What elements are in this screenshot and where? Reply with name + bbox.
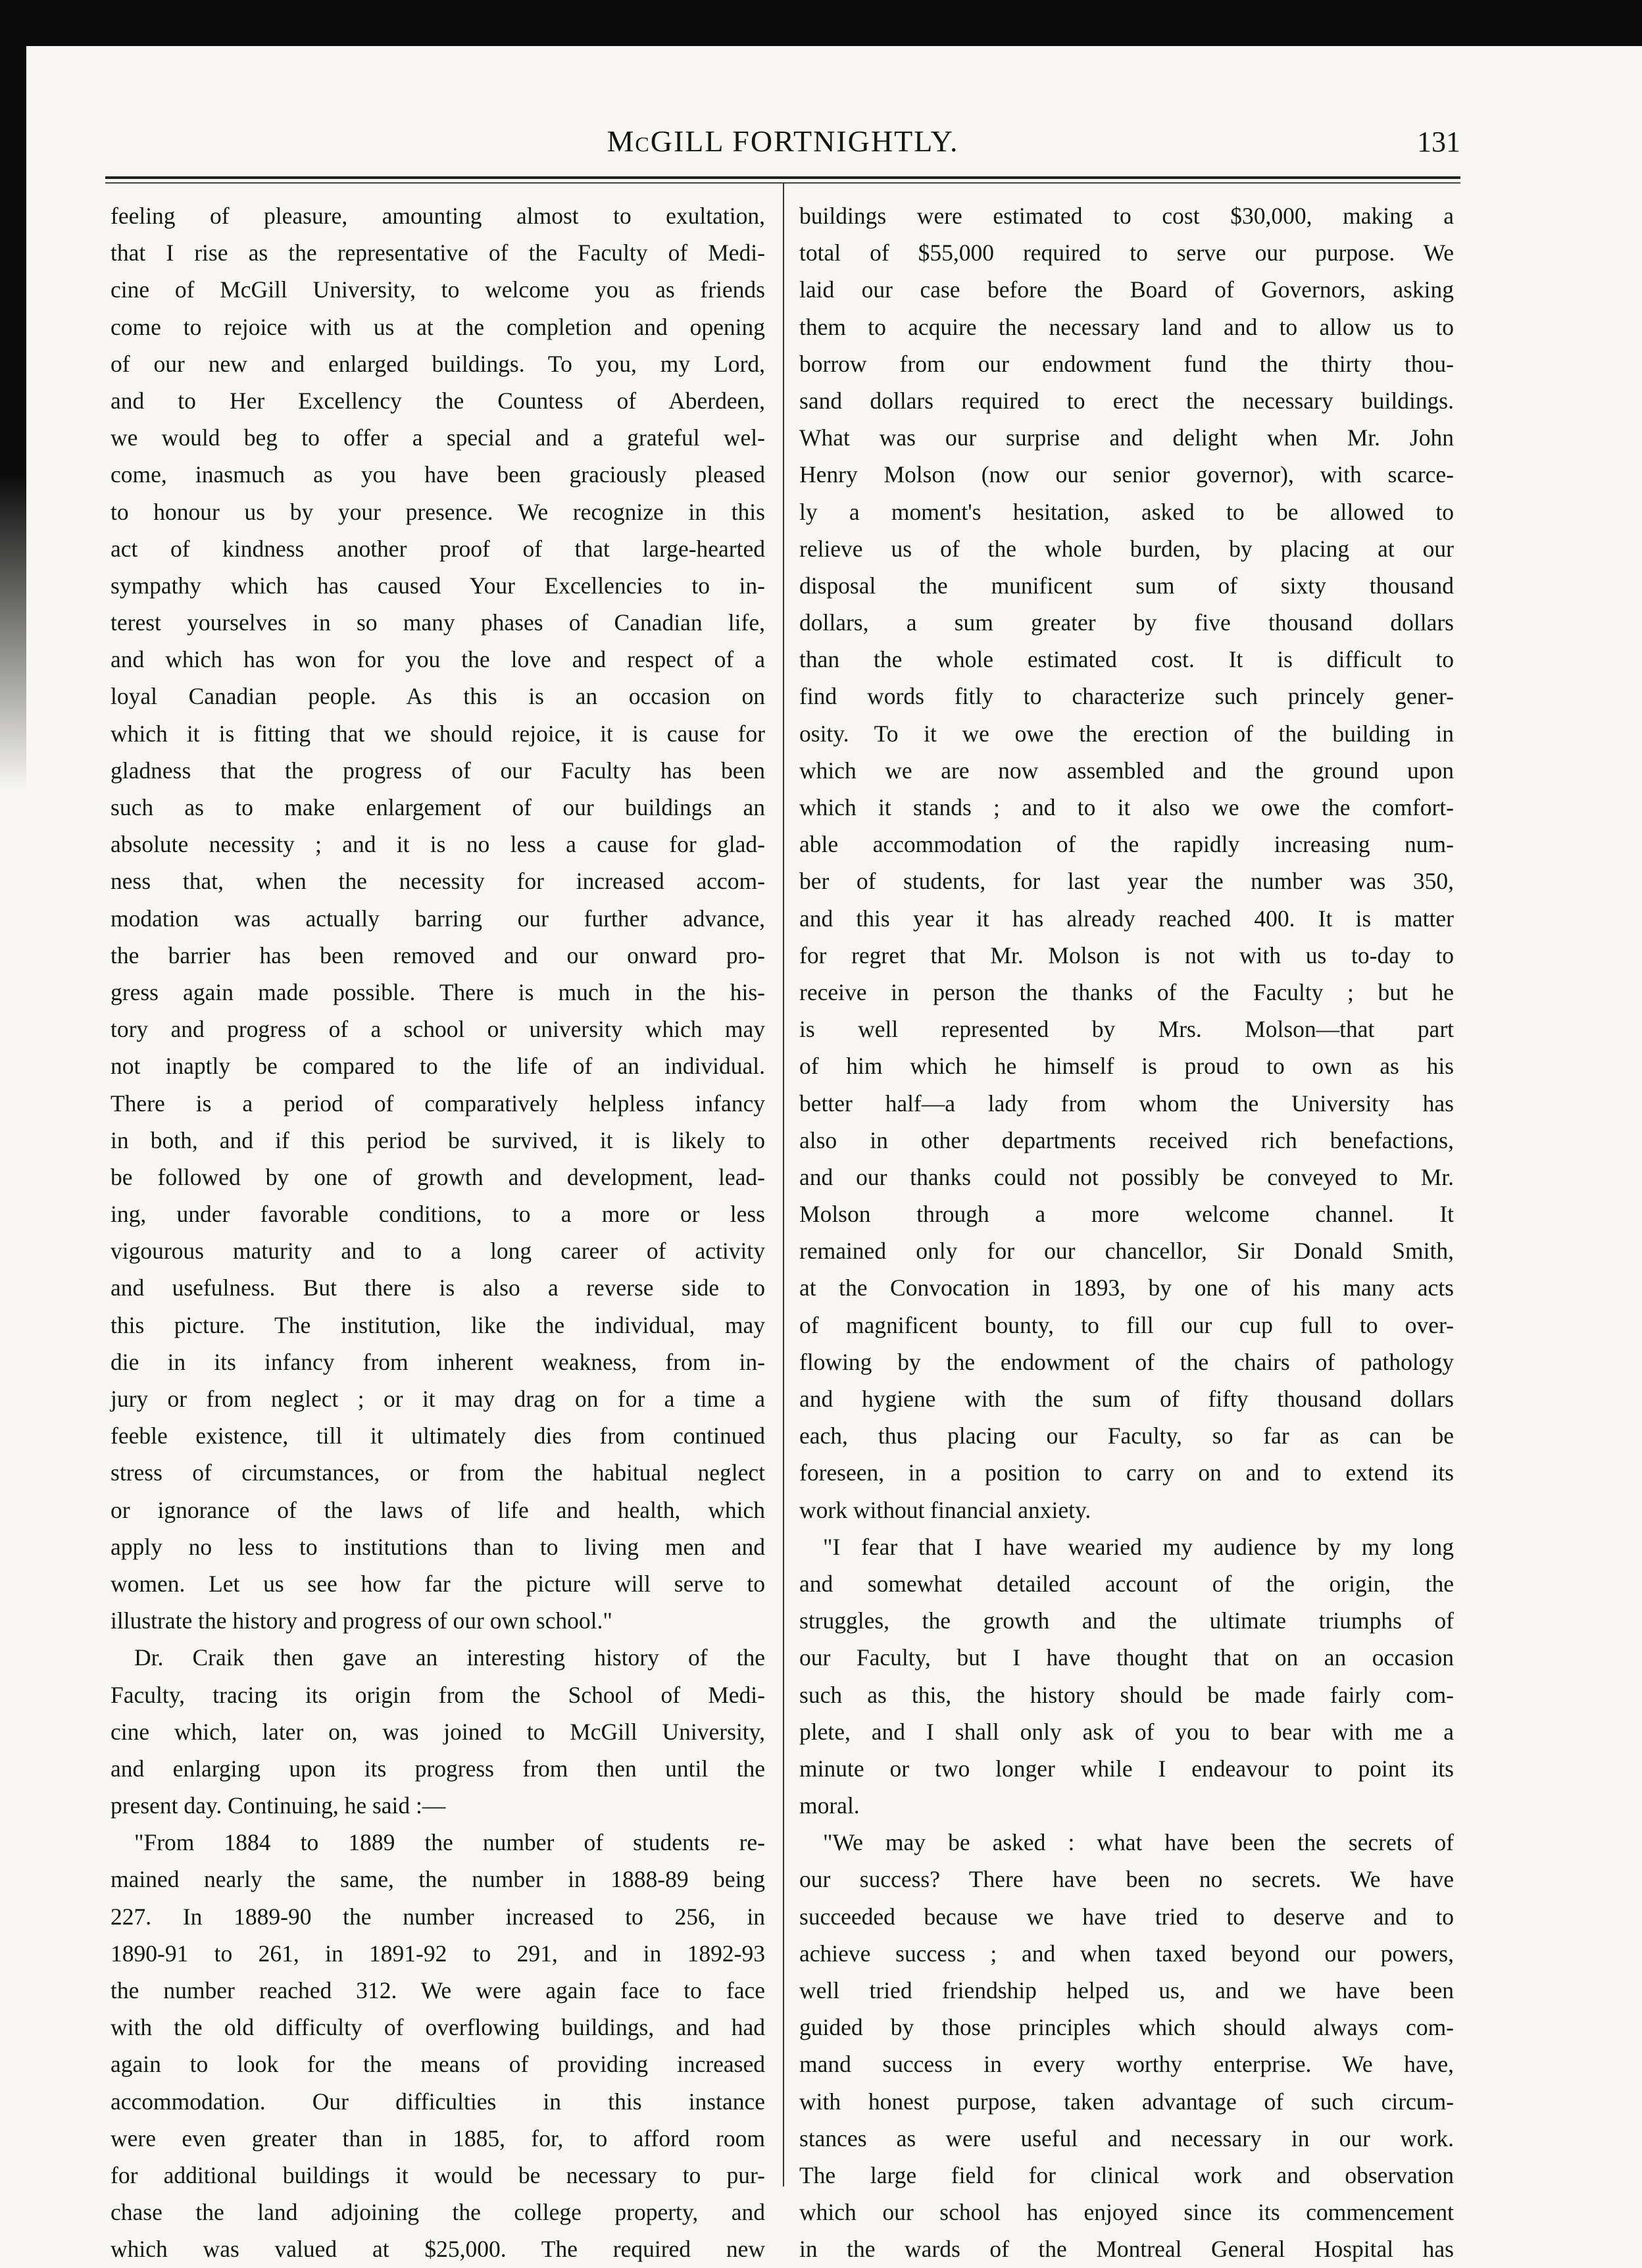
text-line: minute or two longer while I endeavour to point its (799, 1755, 1454, 1782)
text-line: plete, and I shall only ask of you to bear with me a (799, 1718, 1454, 1745)
text-line: which our school has enjoyed since its commencement (799, 2199, 1454, 2226)
text-line: which it is fitting that we should rejoice, it is cause for (111, 720, 765, 747)
text-line: relieve us of the whole burden, by placing at our (799, 535, 1454, 562)
text-line: die in its infancy from inherent weakness, from in- (111, 1348, 765, 1375)
text-line: present day. Continuing, he said :— (111, 1792, 446, 1819)
text-line: buildings were estimated to cost $30,000, making a (799, 203, 1454, 229)
text-line: be followed by one of growth and development, lead- (111, 1163, 765, 1190)
text-line: them to acquire the necessary land and to allow us to (799, 313, 1454, 340)
text-line: tory and progress of a school or university which may (111, 1016, 765, 1043)
text-line: mained nearly the same, the number in 1888-89 being (111, 1866, 765, 1893)
text-line: ly a moment's hesitation, asked to be allowed to (799, 498, 1454, 525)
text-line: Molson through a more welcome channel. It (799, 1201, 1454, 1228)
text-line: moral. (799, 1792, 860, 1819)
left-column (111, 197, 765, 2268)
text-line: our success? There have been no secrets. We have (799, 1866, 1454, 1893)
text-line: ber of students, for last year the number was 350, (799, 868, 1454, 895)
text-line: "We may be asked : what have been the secrets of (823, 1829, 1454, 1856)
column-divider (783, 183, 784, 2186)
text-line: guided by those principles which should always com- (799, 2014, 1454, 2041)
text-line: act of kindness another proof of that large-hearted (111, 535, 765, 562)
text-line: cine which, later on, was joined to McGill University, (111, 1718, 765, 1745)
text-line: such as this, the history should be made fairly com- (799, 1681, 1454, 1708)
text-line: The large field for clinical work and observation (799, 2161, 1454, 2188)
text-line: jury or from neglect ; or it may drag on for a time a (111, 1386, 765, 1412)
text-line: sympathy which has caused Your Excellencies to in- (111, 572, 765, 599)
text-line: and our thanks could not possibly be conveyed to Mr. (799, 1163, 1454, 1190)
text-line: borrow from our endowment fund the thirty thou- (799, 350, 1454, 377)
text-line: such as to make enlargement of our buildings an (111, 794, 765, 820)
header-rule (105, 176, 1460, 179)
text-line: remained only for our chancellor, Sir Donald Smith, (799, 1238, 1454, 1265)
scan-edge-left (0, 0, 26, 790)
journal-title: McGILL FORTNIGHTLY. (607, 124, 959, 158)
text-line: for regret that Mr. Molson is not with us to-day to (799, 942, 1454, 969)
text-line: Dr. Craik then gave an interesting history of the (134, 1644, 765, 1671)
scan-edge-top (0, 0, 1642, 46)
text-line: modation was actually barring our further advance, (111, 905, 765, 932)
text-line: in the wards of the Montreal General Hospital has (799, 2236, 1454, 2263)
text-line: foreseen, in a position to carry on and to extend its (799, 1459, 1454, 1486)
text-line: mand success in every worthy enterprise. We have, (799, 2051, 1454, 2078)
text-line: cine of McGill University, to welcome you as friends (111, 276, 765, 303)
text-line: flowing by the endowment of the chairs of pathology (799, 1348, 1454, 1375)
text-line: absolute necessity ; and it is no less a cause for glad- (111, 831, 765, 858)
text-line: "From 1884 to 1889 the number of students re- (134, 1829, 765, 1856)
text-line: in both, and if this period be survived, it is likely to (111, 1126, 765, 1153)
text-line: that I rise as the representative of the Faculty of Medi- (111, 239, 765, 266)
right-column (799, 197, 1454, 2268)
text-line: and enlarging upon its progress from then until the (111, 1755, 765, 1782)
text-line: and hygiene with the sum of fifty thousand dollars (799, 1386, 1454, 1412)
text-line: each, thus placing our Faculty, so far as can be (799, 1423, 1454, 1449)
text-line: total of $55,000 required to serve our purpose. We (799, 239, 1454, 266)
text-line: illustrate the history and progress of our own school." (111, 1607, 612, 1634)
text-line: to honour us by your presence. We recognize in this (111, 498, 765, 525)
text-line: of magnificent bounty, to fill our cup full to over- (799, 1311, 1454, 1338)
text-line: terest yourselves in so many phases of Canadian life, (111, 609, 765, 636)
page-number: 131 (1417, 126, 1460, 158)
text-line: feeble existence, till it ultimately dies from continued (111, 1423, 765, 1449)
text-line: stances as were useful and necessary in our work. (799, 2125, 1454, 2152)
text-line: than the whole estimated cost. It is difficult to (799, 646, 1454, 673)
text-line: osity. To it we owe the erection of the building in (799, 720, 1454, 747)
text-line: Faculty, tracing its origin from the School of Medi- (111, 1681, 765, 1708)
text-line: 1890-91 to 261, in 1891-92 to 291, and in 1892-93 (111, 1940, 765, 1967)
text-line: apply no less to institutions than to living men and (111, 1533, 765, 1560)
text-line: "I fear that I have wearied my audience by my long (823, 1533, 1454, 1560)
text-line: with honest purpose, taken advantage of such circum- (799, 2088, 1454, 2115)
text-line: feeling of pleasure, amounting almost to exultation, (111, 203, 765, 229)
text-line: which was valued at $25,000. The required new (111, 2236, 765, 2263)
text-line: were even greater than in 1885, for, to afford room (111, 2125, 765, 2152)
text-line: loyal Canadian people. As this is an occasion on (111, 683, 765, 710)
text-line: not inaptly be compared to the life of an individual. (111, 1053, 765, 1080)
text-line: again to look for the means of providing increased (111, 2051, 765, 2078)
text-line: and this year it has already reached 400. It is matter (799, 905, 1454, 932)
text-line: come, inasmuch as you have been graciously pleased (111, 461, 765, 488)
text-line: receive in person the thanks of the Faculty ; but he (799, 978, 1454, 1005)
text-line: gladness that the progress of our Faculty has been (111, 757, 765, 784)
text-line: 227. In 1889-90 the number increased to 256, in (111, 1903, 765, 1930)
text-line: of him which he himself is proud to own as his (799, 1053, 1454, 1080)
text-line: which it stands ; and to it also we owe the comfort- (799, 794, 1454, 820)
text-line: dollars, a sum greater by five thousand dollars (799, 609, 1454, 636)
text-line: come to rejoice with us at the completion and opening (111, 313, 765, 340)
text-line: able accommodation of the rapidly increasing num- (799, 831, 1454, 858)
text-line: ing, under favorable conditions, to a more or less (111, 1201, 765, 1228)
text-line: chase the land adjoining the college property, and (111, 2199, 765, 2226)
text-line: and usefulness. But there is also a reverse side to (111, 1274, 765, 1301)
text-line: succeeded because we have tried to deserve and to (799, 1903, 1454, 1930)
text-line: with the old difficulty of overflowing buildings, and had (111, 2014, 765, 2041)
text-line: women. Let us see how far the picture will serve to (111, 1570, 765, 1597)
text-line: Henry Molson (now our senior governor), with scarce- (799, 461, 1454, 488)
text-line: sand dollars required to erect the necessary buildings. (799, 387, 1454, 414)
text-line: is well represented by Mrs. Molson—that part (799, 1016, 1454, 1043)
text-line: struggles, the growth and the ultimate triumphs of (799, 1607, 1454, 1634)
text-line: ness that, when the necessity for increased accom- (111, 868, 765, 895)
text-line: for additional buildings it would be necessary to pur- (111, 2161, 765, 2188)
text-line: work without financial anxiety. (799, 1496, 1091, 1523)
text-line: we would beg to offer a special and a grateful wel- (111, 424, 765, 451)
text-line: find words fitly to characterize such princely gener- (799, 683, 1454, 710)
text-line: of our new and enlarged buildings. To you, my Lord, (111, 350, 765, 377)
text-line: also in other departments received rich benefactions, (799, 1126, 1454, 1153)
text-line: the barrier has been removed and our onward pro- (111, 942, 765, 969)
text-line: or ignorance of the laws of life and health, which (111, 1496, 765, 1523)
text-line: this picture. The institution, like the individual, may (111, 1311, 765, 1338)
text-line: There is a period of comparatively helpless infancy (111, 1090, 765, 1117)
text-line: stress of circumstances, or from the habitual neglect (111, 1459, 765, 1486)
text-line: What was our surprise and delight when Mr. John (799, 424, 1454, 451)
text-line: gress again made possible. There is much in the his- (111, 978, 765, 1005)
text-line: disposal the munificent sum of sixty thousand (799, 572, 1454, 599)
running-head (105, 124, 1460, 170)
text-line: and which has won for you the love and respect of a (111, 646, 765, 673)
text-line: and to Her Excellency the Countess of Aberdeen, (111, 387, 765, 414)
text-line: and somewhat detailed account of the origin, the (799, 1570, 1454, 1597)
text-line: laid our case before the Board of Governors, asking (799, 276, 1454, 303)
text-line: our Faculty, but I have thought that on an occasion (799, 1644, 1454, 1671)
text-line: at the Convocation in 1893, by one of his many acts (799, 1274, 1454, 1301)
text-line: well tried friendship helped us, and we have been (799, 1977, 1454, 2003)
text-line: achieve success ; and when taxed beyond our powers, (799, 1940, 1454, 1967)
text-line: the number reached 312. We were again face to face (111, 1977, 765, 2003)
text-line: which we are now assembled and the ground upon (799, 757, 1454, 784)
text-line: accommodation. Our difficulties in this instance (111, 2088, 765, 2115)
text-line: better half—a lady from whom the University has (799, 1090, 1454, 1117)
text-line: vigourous maturity and to a long career of activity (111, 1238, 765, 1265)
